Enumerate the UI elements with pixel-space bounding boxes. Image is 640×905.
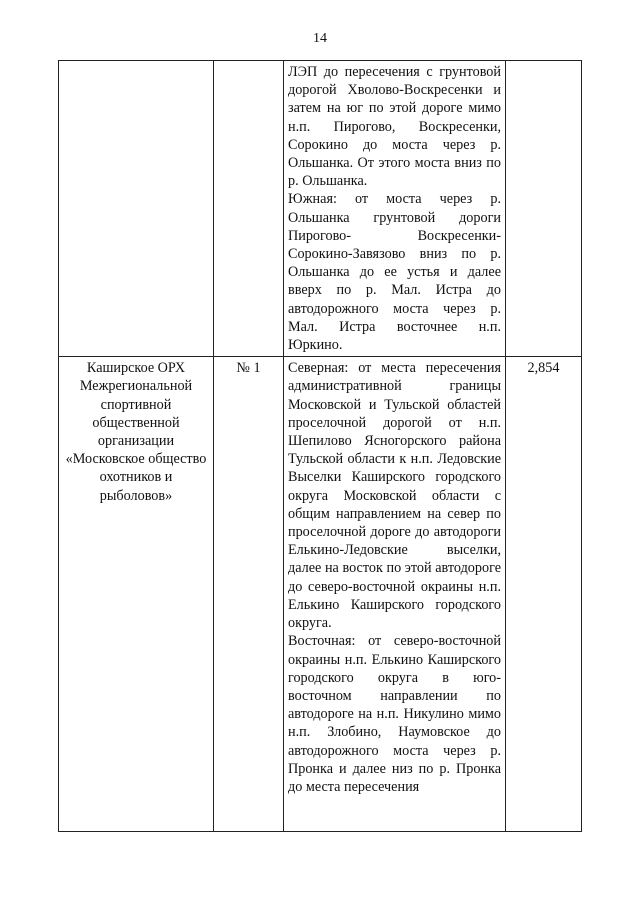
area-cell <box>506 61 582 357</box>
table-row <box>59 357 582 832</box>
ground-number-cell <box>214 61 284 357</box>
boundary-description-cell <box>284 61 506 357</box>
boundary-paragraph: Северная: от места пересечения административной границы Московской и Тульской областей проселочной дорогой от н.п. Шепилово Ясногорского района Тульской области к н.п. Ледовские Выселки Каширского городского округа Московской области с общим направлением на север по проселочной дороге до автодороги Елькино-Ледовские выселки, далее на восток по этой автодороге до северо-восточной окраины н.п. Елькино Каширского городского округа. <box>288 360 501 632</box>
area-cell: 2,854 <box>506 357 582 832</box>
organization-cell <box>59 61 214 357</box>
table-row <box>59 61 582 357</box>
ground-number-cell: № 1 <box>214 357 284 832</box>
boundary-paragraph: Восточная: от северо-восточной окраины н.п. Елькино Каширского городского округа в юго-восточном направлении по автодороге на н.п. Никулино мимо н.п. Злобино, Наумовское до автодорожного моста через р. Пронка и далее низ по р. Пронка до места пересечения <box>288 633 501 795</box>
boundary-paragraph: ЛЭП до пересечения с грунтовой дорогой Хволово-Воскресенки и затем на юг по этой дороге мимо н.п. Пирогово, Воскресенки, Сорокино до моста через р. Ольшанка. От этого моста вниз по р. Ольшанка. <box>288 64 501 190</box>
boundary-paragraph: Южная: от моста через р. Ольшанка грунтовой дороги Пирогово- Воскресенки-Сорокино-Завязово вниз по р. Ольшанка до ее устья и далее вверх по р. Мал. Истра до автодорожного моста через р. Мал. Истра восточнее н.п. Юркино. <box>288 191 501 354</box>
organization-cell: Каширское ОРХ Межрегиональной спортивной общественной организации «Московское общество охотников и рыболовов» <box>59 357 214 832</box>
hunting-grounds-table <box>58 60 582 832</box>
boundary-description-cell <box>284 357 506 832</box>
page-number: 14 <box>313 31 327 46</box>
